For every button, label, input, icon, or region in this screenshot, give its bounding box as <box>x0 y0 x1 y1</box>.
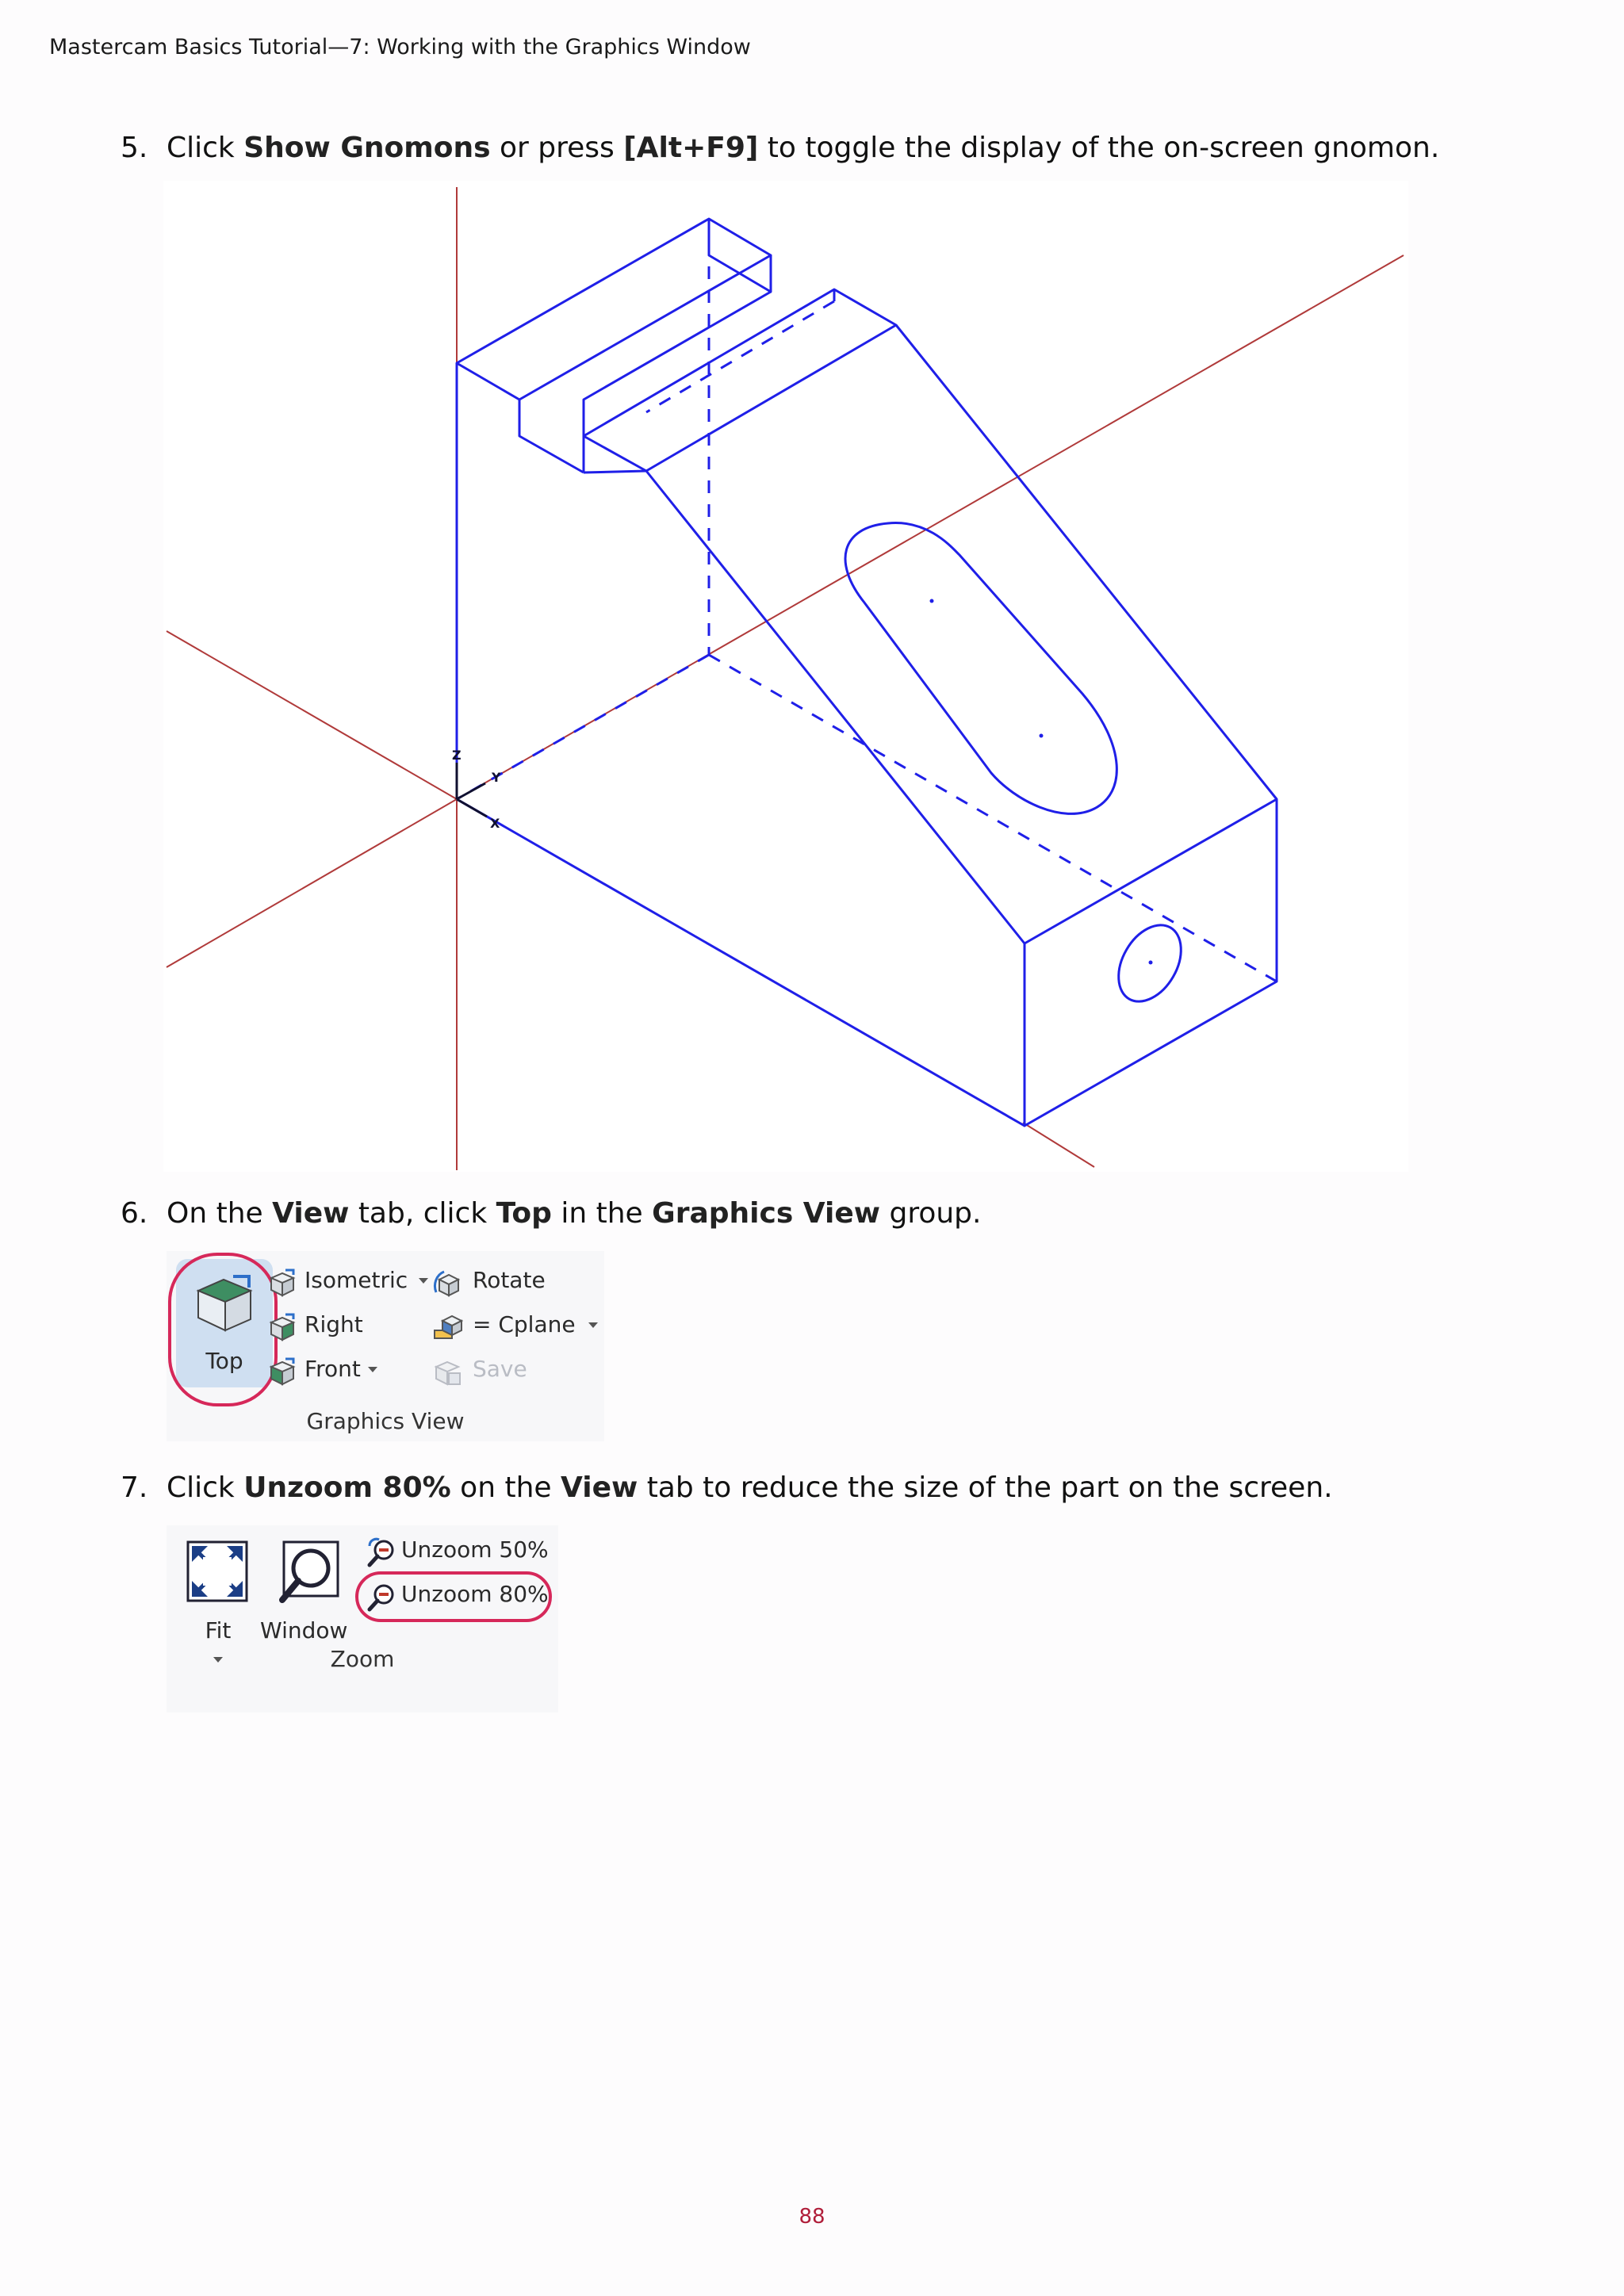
cplane-icon <box>433 1313 463 1341</box>
graphics-window-figure <box>163 181 1408 1172</box>
window-label: Window <box>260 1617 348 1644</box>
part-wireframe <box>163 181 1408 1172</box>
isometric-view-button[interactable] <box>268 1267 427 1299</box>
step-5 <box>121 132 1439 164</box>
shortcut-key: [Alt+F9] <box>623 132 759 164</box>
ui-term-unzoom-80: Unzoom 80% <box>243 1471 451 1504</box>
chevron-down-icon[interactable] <box>588 1322 598 1328</box>
highlight-ring <box>354 1570 555 1625</box>
chevron-down-icon[interactable] <box>419 1278 428 1284</box>
fit-label: Fit <box>205 1617 232 1644</box>
graphics-view-group <box>167 1251 604 1441</box>
rotate-label: Rotate <box>473 1267 546 1293</box>
step-text: On the <box>167 1197 273 1230</box>
hidden-edges <box>457 219 1277 982</box>
group-label: Zoom <box>330 1646 395 1672</box>
cube-front-icon <box>268 1357 297 1386</box>
step-text: in the <box>551 1197 653 1230</box>
gnomon-y-label: Y <box>492 770 501 785</box>
step-6 <box>121 1197 981 1230</box>
step-text: tab to reduce the size of the part on the screen. <box>638 1471 1333 1504</box>
gnomon-z-label: Z <box>452 748 462 763</box>
step-text: Click <box>167 1471 244 1504</box>
ui-term-view: View <box>272 1197 350 1230</box>
cube-isometric-icon <box>268 1269 297 1297</box>
front-view-button[interactable] <box>268 1356 395 1387</box>
running-header: Mastercam Basics Tutorial—7: Working with the Graphics Window <box>49 35 751 59</box>
cplane-label: = Cplane <box>473 1311 576 1337</box>
unzoom-80-label: Unzoom 80% <box>401 1581 549 1607</box>
step-text: to toggle the display of the on-screen gnomon. <box>758 132 1440 164</box>
step-number: 6. <box>121 1197 148 1230</box>
step-7 <box>121 1471 1333 1504</box>
step-number: 7. <box>121 1471 148 1504</box>
fit-icon <box>186 1540 249 1603</box>
step-text: or press <box>490 132 624 164</box>
group-label: Graphics View <box>306 1408 465 1434</box>
zoom-window-button[interactable] <box>260 1536 355 1647</box>
world-axes <box>167 187 1404 1170</box>
gnomon-icon <box>457 763 487 817</box>
ui-term-view: View <box>561 1471 638 1504</box>
save-label: Save <box>473 1356 527 1382</box>
unzoom-50-button[interactable] <box>366 1536 555 1568</box>
view-equals-cplane-button[interactable] <box>433 1311 599 1343</box>
rotate-icon <box>433 1269 462 1297</box>
gnomon-x-label: X <box>490 816 500 831</box>
rotate-button[interactable] <box>433 1267 560 1299</box>
front-label: Front <box>304 1356 361 1382</box>
cube-right-icon <box>268 1313 297 1341</box>
zoom-window-icon <box>276 1540 341 1605</box>
save-view-button[interactable] <box>433 1356 528 1387</box>
ui-term-show-gnomons: Show Gnomons <box>243 132 491 164</box>
right-label: Right <box>304 1311 363 1337</box>
step-text: group. <box>880 1197 982 1230</box>
zoom-group <box>167 1525 558 1712</box>
top-label: Top <box>205 1348 243 1374</box>
ui-term-graphics-view: Graphics View <box>652 1197 881 1230</box>
step-text: Click <box>167 132 244 164</box>
right-view-button[interactable] <box>268 1311 371 1343</box>
unzoom-icon <box>366 1536 398 1568</box>
part-edges <box>457 219 1277 1126</box>
step-number: 5. <box>121 132 148 164</box>
save-view-icon <box>433 1357 463 1386</box>
step-text: tab, click <box>349 1197 496 1230</box>
page-number: 88 <box>799 2205 825 2229</box>
unzoom-50-label: Unzoom 50% <box>401 1536 549 1563</box>
chevron-down-icon[interactable] <box>368 1367 377 1372</box>
center-points <box>930 599 1153 965</box>
ui-term-top: Top <box>496 1197 552 1230</box>
step-text: on the <box>450 1471 561 1504</box>
isometric-label: Isometric <box>304 1267 408 1293</box>
